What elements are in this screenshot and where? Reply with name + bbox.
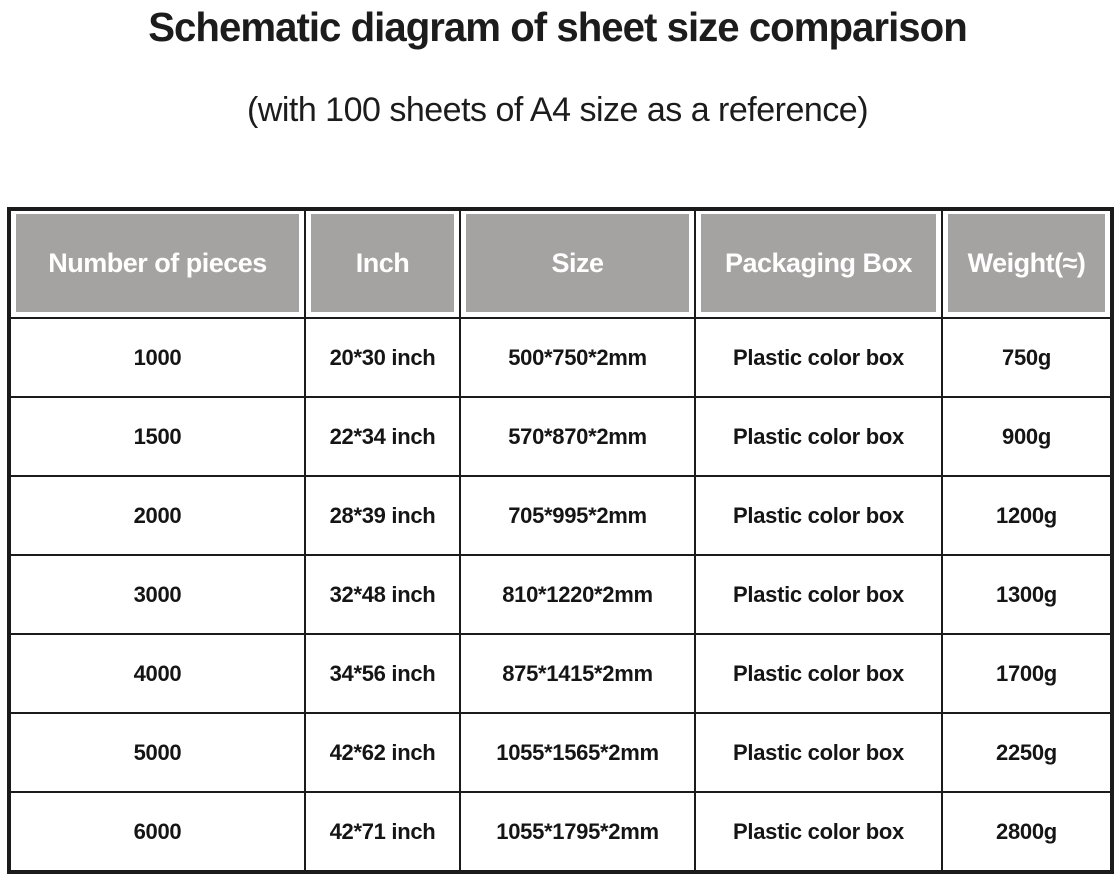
table-row [9,476,1112,555]
column-header-label: Packaging Box [701,214,936,312]
cell-weight: 1200g [942,476,1112,555]
column-header-inch [305,209,460,318]
cell-number-of-pieces: 1500 [9,397,305,476]
cell-inch: 32*48 inch [305,555,460,634]
table-row [9,634,1112,713]
cell-weight: 1700g [942,634,1112,713]
cell-size: 810*1220*2mm [460,555,695,634]
cell-size: 570*870*2mm [460,397,695,476]
column-header-size [460,209,695,318]
cell-inch: 42*71 inch [305,792,460,872]
cell-number-of-pieces: 1000 [9,318,305,397]
cell-number-of-pieces: 6000 [9,792,305,872]
cell-size: 500*750*2mm [460,318,695,397]
cell-number-of-pieces: 4000 [9,634,305,713]
table-row [9,713,1112,792]
column-header-label: Size [466,214,689,312]
column-header-label: Number of pieces [16,214,299,312]
page-subtitle: (with 100 sheets of A4 size as a reference) [246,91,869,129]
cell-packaging-box: Plastic color box [695,792,942,872]
column-header-weight [942,209,1112,318]
cell-size: 1055*1565*2mm [460,713,695,792]
cell-size: 1055*1795*2mm [460,792,695,872]
column-header-packaging-box [695,209,942,318]
table-row [9,555,1112,634]
cell-packaging-box: Plastic color box [695,634,942,713]
cell-size: 875*1415*2mm [460,634,695,713]
table-row [9,792,1112,872]
cell-weight: 750g [942,318,1112,397]
cell-weight: 2800g [942,792,1112,872]
cell-inch: 42*62 inch [305,713,460,792]
cell-weight: 1300g [942,555,1112,634]
cell-packaging-box: Plastic color box [695,555,942,634]
size-comparison-table [7,207,1114,874]
column-header-number-of-pieces [9,209,305,318]
cell-number-of-pieces: 5000 [9,713,305,792]
cell-packaging-box: Plastic color box [695,318,942,397]
cell-weight: 2250g [942,713,1112,792]
page-title: Schematic diagram of sheet size comparison [148,4,967,50]
cell-size: 705*995*2mm [460,476,695,555]
table-row [9,318,1112,397]
cell-inch: 20*30 inch [305,318,460,397]
column-header-label: Weight(≈) [948,214,1105,312]
cell-inch: 28*39 inch [305,476,460,555]
cell-packaging-box: Plastic color box [695,476,942,555]
column-header-label: Inch [311,214,454,312]
cell-inch: 34*56 inch [305,634,460,713]
cell-weight: 900g [942,397,1112,476]
table-header-row [9,209,1112,318]
cell-packaging-box: Plastic color box [695,397,942,476]
cell-number-of-pieces: 3000 [9,555,305,634]
cell-inch: 22*34 inch [305,397,460,476]
table-row [9,397,1112,476]
cell-packaging-box: Plastic color box [695,713,942,792]
cell-number-of-pieces: 2000 [9,476,305,555]
